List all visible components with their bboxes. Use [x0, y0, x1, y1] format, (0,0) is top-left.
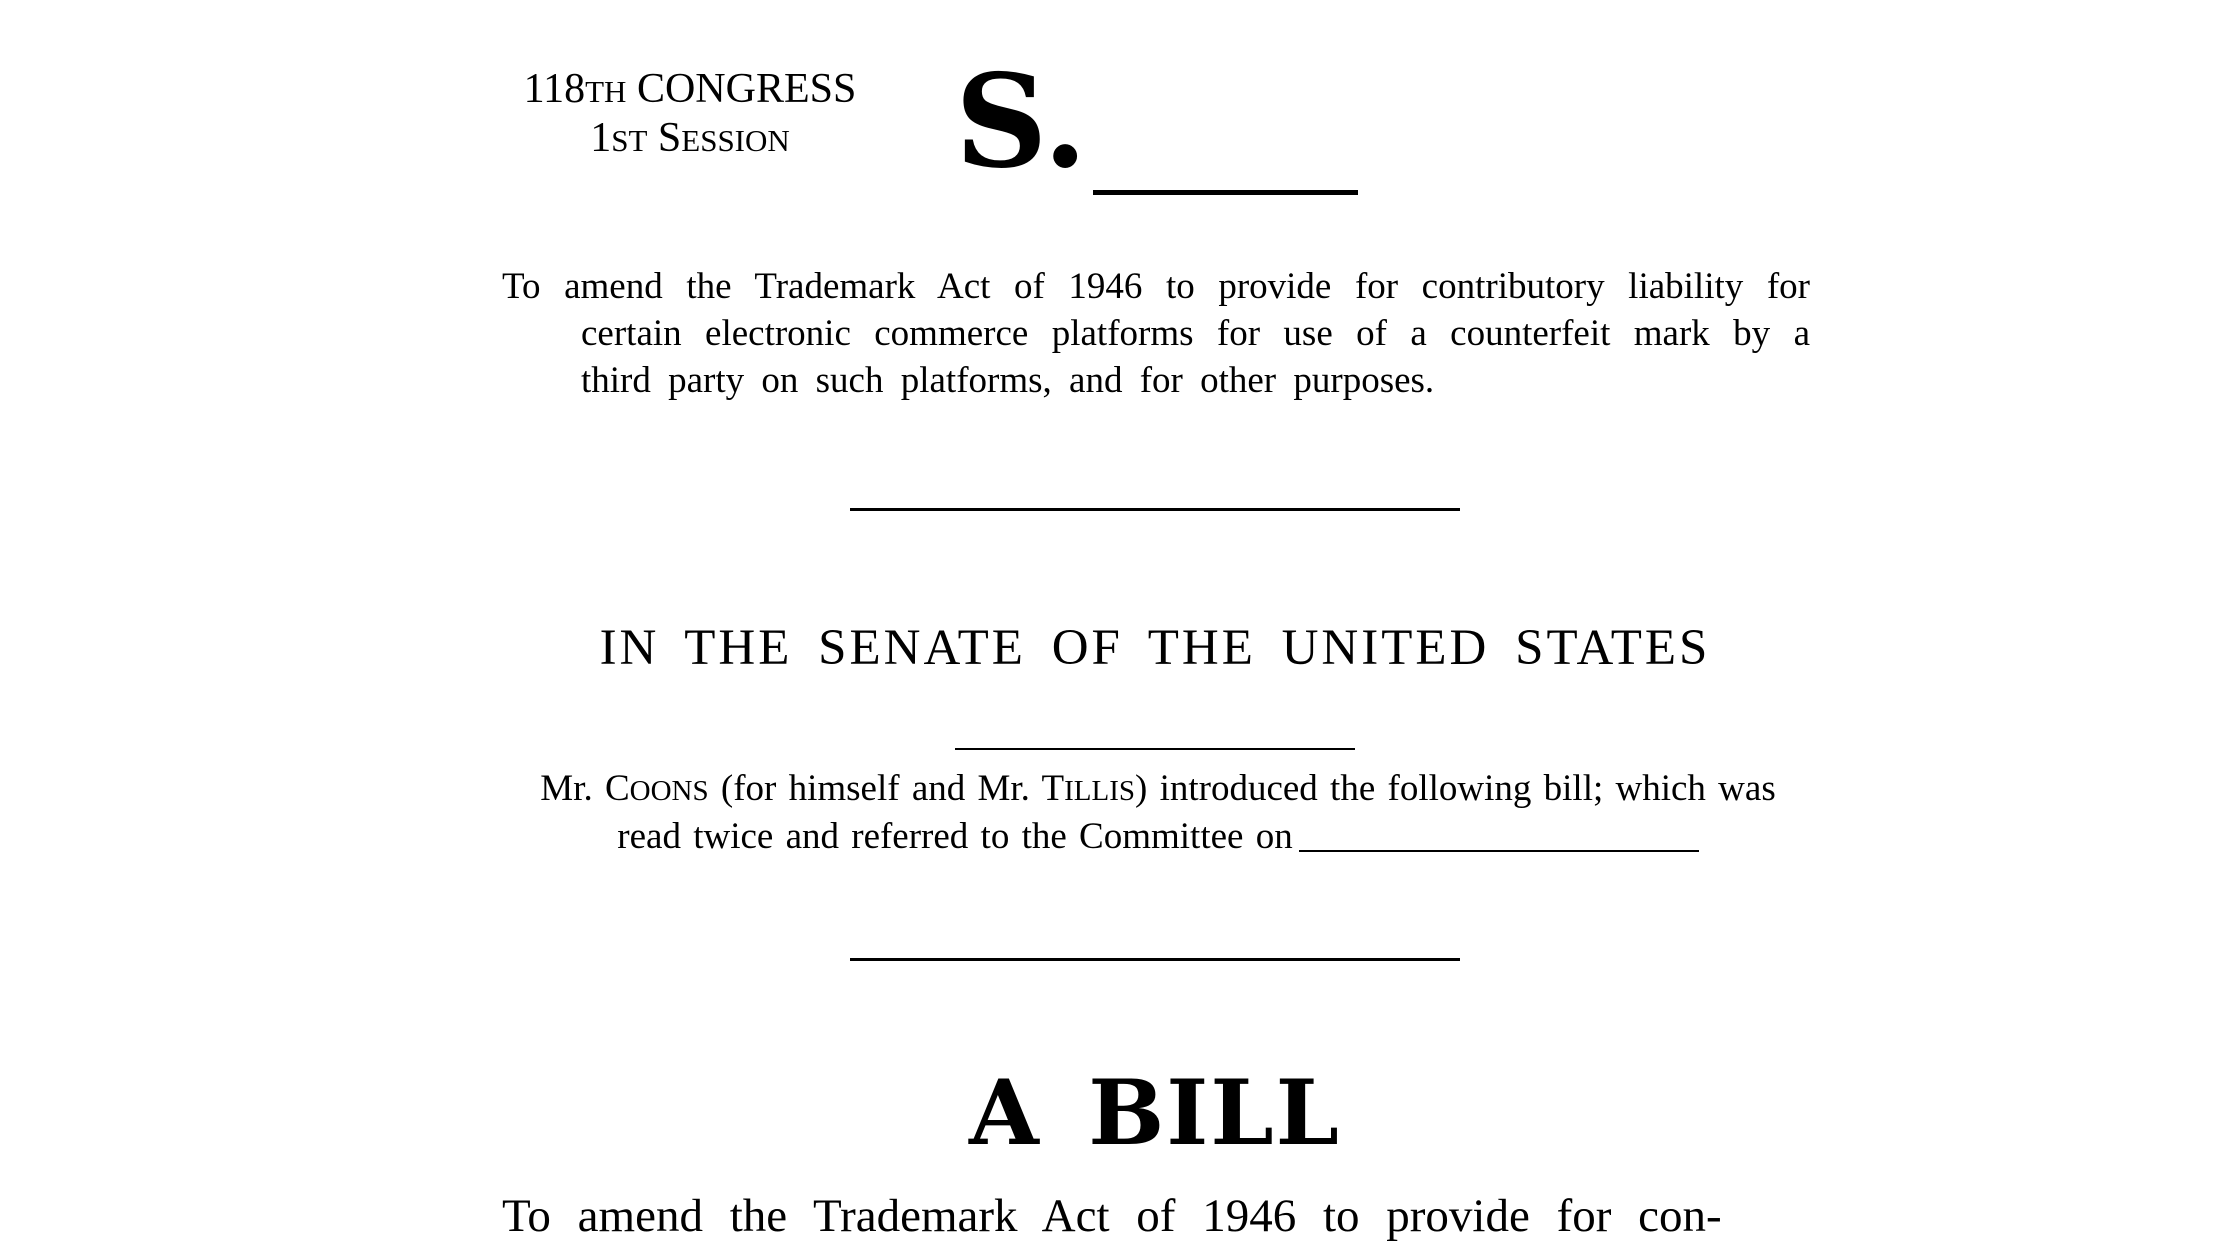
congress-word: CONGRESS: [636, 66, 857, 112]
congress-number: 118: [523, 66, 586, 112]
intro-middle: (for himself and Mr.: [708, 768, 1042, 809]
bill-heading: A BILL: [969, 1060, 1341, 1166]
committee-blank: [1299, 850, 1699, 852]
bill-number-prefix: S.: [955, 47, 1088, 197]
intro-mr: Mr.: [540, 768, 605, 809]
sponsor-rest: OONS: [629, 775, 709, 807]
cosponsor-rest: ILLIS: [1064, 775, 1135, 807]
senate-heading: IN THE SENATE OF THE UNITED STATES: [599, 620, 1711, 676]
session-rest: ESSION: [681, 123, 790, 158]
divider-rule-top: [850, 508, 1460, 511]
session-initial: S: [657, 115, 682, 161]
session-suffix: ST: [611, 123, 648, 158]
congress-session-block: [500, 66, 880, 164]
introduction-paragraph: [518, 766, 1798, 860]
sponsor-initial: C: [604, 768, 630, 809]
cosponsor-initial: T: [1041, 768, 1065, 809]
bill-caption: To amend the Trademark Act of 1946 to provide for contributory liability for certain electronic commerce platforms for use of a counterfeit mark by a third party on such platforms, and for other purposes.: [502, 266, 1810, 401]
session-number: 1: [590, 115, 612, 161]
divider-rule-short: [955, 748, 1355, 750]
divider-rule-bottom: [850, 958, 1460, 961]
session-line: [500, 115, 880, 164]
congress-line: [500, 66, 880, 115]
bill-number-blank: [1093, 190, 1358, 195]
intro-end: ) introduced the following bill; which was read twice and referred to the Committee on: [617, 768, 1776, 857]
bill-body-text: To amend the Trademark Act of 1946 to provide for con-: [502, 1190, 1722, 1242]
congress-suffix: TH: [585, 74, 627, 109]
